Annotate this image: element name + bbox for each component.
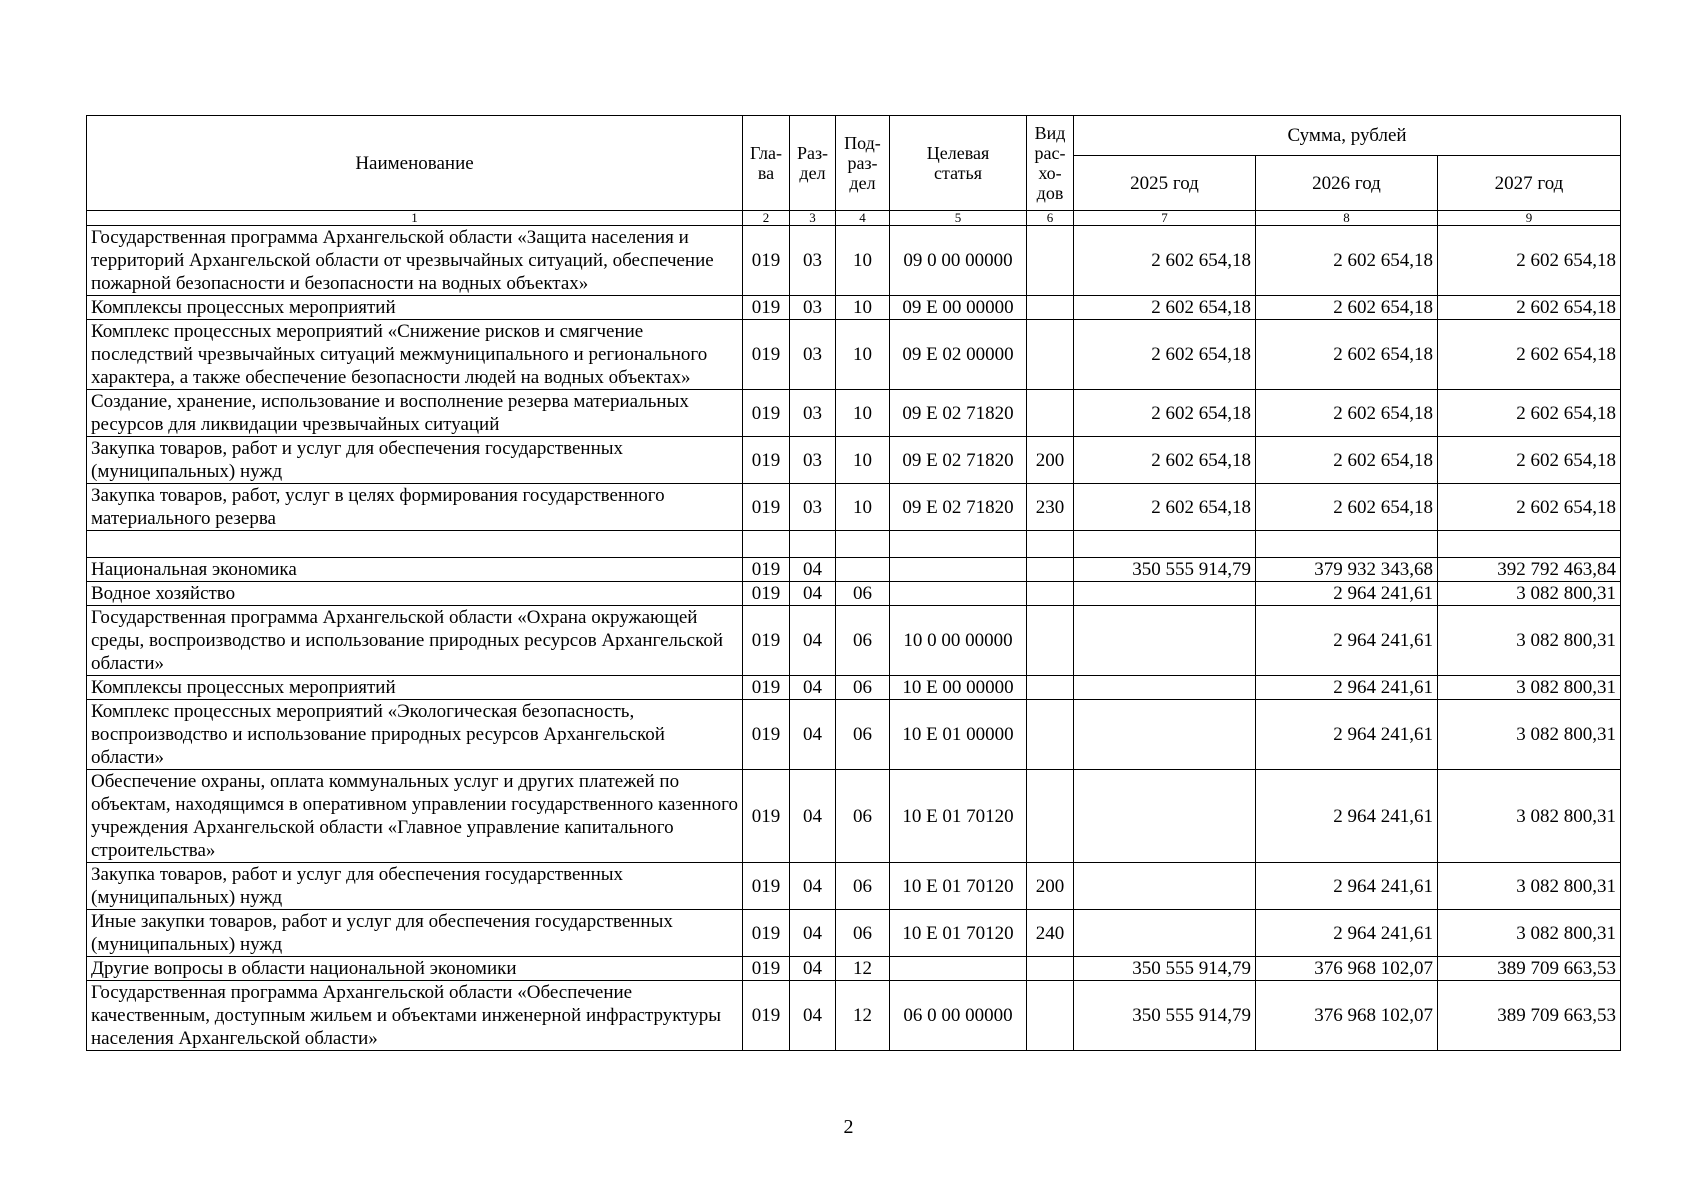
cell-name: Национальная экономика: [87, 558, 743, 582]
column-number: 7: [1074, 211, 1256, 226]
cell-celevaya-statya: 09 0 00 00000: [890, 226, 1027, 296]
cell-glava: 019: [743, 437, 790, 484]
cell-razdel: 03: [790, 320, 836, 390]
table-row: [87, 558, 1621, 582]
cell-sum-2025: 2 602 654,18: [1074, 437, 1256, 484]
cell-razdel: 04: [790, 770, 836, 863]
cell-vid-rashodov: [1027, 606, 1074, 676]
cell-sum-2025: 350 555 914,79: [1074, 981, 1256, 1051]
cell-podrazdel: 06: [836, 700, 890, 770]
cell-vid-rashodov: [1027, 770, 1074, 863]
cell-name: Обеспечение охраны, оплата коммунальных услуг и других платежей по объектам, находящимся в оперативном управлении государственного казенного учреждения Архангельской области «Главное управление капитального строительства»: [87, 770, 743, 863]
cell-name: Иные закупки товаров, работ и услуг для обеспечения государственных (муниципальных) нужд: [87, 910, 743, 957]
column-number: 5: [890, 211, 1027, 226]
cell-podrazdel: 10: [836, 296, 890, 320]
cell-razdel: 04: [790, 863, 836, 910]
cell-celevaya-statya: 06 0 00 00000: [890, 981, 1027, 1051]
table-row: [87, 676, 1621, 700]
cell-name: Комплексы процессных мероприятий: [87, 676, 743, 700]
cell-glava: 019: [743, 910, 790, 957]
cell-celevaya-statya: 10 Е 00 00000: [890, 676, 1027, 700]
cell-vid-rashodov: [1027, 531, 1074, 558]
cell-glava: 019: [743, 226, 790, 296]
cell-name: Закупка товаров, работ и услуг для обеспечения государственных (муниципальных) нужд: [87, 863, 743, 910]
table-row: [87, 320, 1621, 390]
cell-vid-rashodov: 240: [1027, 910, 1074, 957]
cell-vid-rashodov: [1027, 981, 1074, 1051]
cell-celevaya-statya: 09 Е 02 71820: [890, 484, 1027, 531]
header-podrazdel: Под- раз- дел: [836, 116, 890, 211]
table-row: [87, 582, 1621, 606]
cell-razdel: 03: [790, 296, 836, 320]
cell-podrazdel: 06: [836, 582, 890, 606]
cell-glava: 019: [743, 606, 790, 676]
cell-sum-2027: 2 602 654,18: [1438, 437, 1621, 484]
cell-name: Водное хозяйство: [87, 582, 743, 606]
table-row: [87, 390, 1621, 437]
cell-podrazdel: 12: [836, 957, 890, 981]
cell-glava: 019: [743, 484, 790, 531]
cell-razdel: 03: [790, 226, 836, 296]
cell-sum-2026: 2 602 654,18: [1256, 390, 1438, 437]
table-row: [87, 910, 1621, 957]
cell-razdel: 04: [790, 700, 836, 770]
cell-sum-2025: 2 602 654,18: [1074, 226, 1256, 296]
table-row: [87, 863, 1621, 910]
cell-sum-2027: [1438, 531, 1621, 558]
cell-sum-2026: 2 602 654,18: [1256, 437, 1438, 484]
cell-sum-2026: 2 602 654,18: [1256, 226, 1438, 296]
cell-glava: 019: [743, 582, 790, 606]
cell-sum-2025: [1074, 606, 1256, 676]
cell-sum-2027: 3 082 800,31: [1438, 770, 1621, 863]
cell-celevaya-statya: [890, 531, 1027, 558]
cell-sum-2025: [1074, 770, 1256, 863]
cell-sum-2025: [1074, 582, 1256, 606]
table-row: [87, 531, 1621, 558]
cell-celevaya-statya: 09 Е 02 71820: [890, 437, 1027, 484]
cell-sum-2026: [1256, 531, 1438, 558]
header-year-2027: 2027 год: [1438, 156, 1621, 211]
cell-name: Государственная программа Архангельской области «Обеспечение качественным, доступным жильем и объектами инженерной инфраструктуры населения Архангельской области»: [87, 981, 743, 1051]
cell-name: Закупка товаров, работ и услуг для обеспечения государственных (муниципальных) нужд: [87, 437, 743, 484]
cell-name: Государственная программа Архангельской области «Защита населения и территорий Архангельской области от чрезвычайных ситуаций, обеспечение пожарной безопасности и безопасности на водных объектах»: [87, 226, 743, 296]
cell-sum-2027: 2 602 654,18: [1438, 296, 1621, 320]
cell-podrazdel: 12: [836, 981, 890, 1051]
cell-podrazdel: 10: [836, 484, 890, 531]
cell-vid-rashodov: [1027, 957, 1074, 981]
table-row: [87, 484, 1621, 531]
cell-celevaya-statya: 09 Е 02 00000: [890, 320, 1027, 390]
cell-sum-2025: [1074, 910, 1256, 957]
cell-name: Комплексы процессных мероприятий: [87, 296, 743, 320]
cell-celevaya-statya: 09 Е 00 00000: [890, 296, 1027, 320]
cell-podrazdel: 06: [836, 863, 890, 910]
cell-celevaya-statya: [890, 957, 1027, 981]
cell-sum-2027: 392 792 463,84: [1438, 558, 1621, 582]
cell-sum-2025: 350 555 914,79: [1074, 558, 1256, 582]
cell-podrazdel: 10: [836, 320, 890, 390]
cell-glava: 019: [743, 981, 790, 1051]
column-number: 6: [1027, 211, 1074, 226]
cell-name: Другие вопросы в области национальной экономики: [87, 957, 743, 981]
table-row: [87, 606, 1621, 676]
cell-podrazdel: 10: [836, 437, 890, 484]
cell-razdel: 04: [790, 981, 836, 1051]
cell-celevaya-statya: 10 Е 01 00000: [890, 700, 1027, 770]
table-row: [87, 700, 1621, 770]
column-number: 2: [743, 211, 790, 226]
cell-sum-2025: 2 602 654,18: [1074, 484, 1256, 531]
cell-sum-2026: 2 602 654,18: [1256, 320, 1438, 390]
cell-sum-2027: 2 602 654,18: [1438, 390, 1621, 437]
header-razdel: Раз- дел: [790, 116, 836, 211]
cell-sum-2025: 350 555 914,79: [1074, 957, 1256, 981]
cell-podrazdel: 06: [836, 676, 890, 700]
header-celevaya-statya: Целевая статья: [890, 116, 1027, 211]
cell-sum-2026: 2 964 241,61: [1256, 770, 1438, 863]
cell-sum-2026: 2 964 241,61: [1256, 606, 1438, 676]
cell-podrazdel: 10: [836, 390, 890, 437]
cell-glava: 019: [743, 296, 790, 320]
table-row: [87, 770, 1621, 863]
cell-vid-rashodov: [1027, 390, 1074, 437]
cell-sum-2027: 3 082 800,31: [1438, 676, 1621, 700]
column-number: 4: [836, 211, 890, 226]
cell-vid-rashodov: [1027, 582, 1074, 606]
header-year-2026: 2026 год: [1256, 156, 1438, 211]
cell-celevaya-statya: [890, 558, 1027, 582]
cell-sum-2027: 3 082 800,31: [1438, 700, 1621, 770]
cell-sum-2027: 3 082 800,31: [1438, 910, 1621, 957]
cell-razdel: 03: [790, 484, 836, 531]
cell-glava: 019: [743, 700, 790, 770]
cell-podrazdel: 10: [836, 226, 890, 296]
cell-sum-2026: 376 968 102,07: [1256, 981, 1438, 1051]
cell-razdel: 04: [790, 558, 836, 582]
cell-sum-2027: 2 602 654,18: [1438, 320, 1621, 390]
cell-celevaya-statya: 10 Е 01 70120: [890, 863, 1027, 910]
cell-sum-2026: 2 964 241,61: [1256, 582, 1438, 606]
cell-name: Закупка товаров, работ, услуг в целях формирования государственного материального резерва: [87, 484, 743, 531]
cell-celevaya-statya: 10 Е 01 70120: [890, 910, 1027, 957]
column-number: 3: [790, 211, 836, 226]
cell-sum-2026: 379 932 343,68: [1256, 558, 1438, 582]
header-vid-rashodov: Вид рас- хо- дов: [1027, 116, 1074, 211]
cell-glava: 019: [743, 390, 790, 437]
cell-razdel: 04: [790, 606, 836, 676]
cell-sum-2027: 2 602 654,18: [1438, 226, 1621, 296]
cell-celevaya-statya: 10 Е 01 70120: [890, 770, 1027, 863]
cell-name: Комплекс процессных мероприятий «Снижение рисков и смягчение последствий чрезвычайных ситуаций межмуниципального и регионального характера, а также обеспечение безопасности людей на водных объектах»: [87, 320, 743, 390]
page-number: 2: [843, 1116, 854, 1138]
cell-podrazdel: 06: [836, 606, 890, 676]
header-year-2025: 2025 год: [1074, 156, 1256, 211]
cell-vid-rashodov: [1027, 296, 1074, 320]
cell-sum-2027: 3 082 800,31: [1438, 606, 1621, 676]
cell-glava: 019: [743, 770, 790, 863]
cell-sum-2025: [1074, 863, 1256, 910]
cell-name: Создание, хранение, использование и восполнение резерва материальных ресурсов для ликвидации чрезвычайных ситуаций: [87, 390, 743, 437]
cell-sum-2026: 2 964 241,61: [1256, 700, 1438, 770]
cell-glava: 019: [743, 558, 790, 582]
cell-razdel: 04: [790, 582, 836, 606]
cell-razdel: 04: [790, 676, 836, 700]
cell-sum-2026: 376 968 102,07: [1256, 957, 1438, 981]
table-row: [87, 981, 1621, 1051]
cell-glava: [743, 531, 790, 558]
cell-vid-rashodov: 200: [1027, 437, 1074, 484]
cell-podrazdel: 06: [836, 770, 890, 863]
table-row: [87, 957, 1621, 981]
cell-razdel: 04: [790, 957, 836, 981]
cell-sum-2025: 2 602 654,18: [1074, 320, 1256, 390]
cell-sum-2026: 2 602 654,18: [1256, 484, 1438, 531]
table-row: [87, 296, 1621, 320]
cell-razdel: 03: [790, 390, 836, 437]
table-header: [87, 116, 1621, 226]
cell-razdel: 04: [790, 910, 836, 957]
table-row: [87, 437, 1621, 484]
cell-sum-2026: 2 964 241,61: [1256, 676, 1438, 700]
column-number: 1: [87, 211, 743, 226]
cell-sum-2027: 2 602 654,18: [1438, 484, 1621, 531]
cell-sum-2026: 2 964 241,61: [1256, 863, 1438, 910]
cell-name: [87, 531, 743, 558]
cell-sum-2025: 2 602 654,18: [1074, 390, 1256, 437]
cell-sum-2027: 389 709 663,53: [1438, 981, 1621, 1051]
cell-sum-2026: 2 964 241,61: [1256, 910, 1438, 957]
cell-vid-rashodov: [1027, 320, 1074, 390]
cell-razdel: [790, 531, 836, 558]
column-number-row: [87, 211, 1621, 226]
cell-podrazdel: 06: [836, 910, 890, 957]
cell-sum-2027: 3 082 800,31: [1438, 582, 1621, 606]
cell-name: Государственная программа Архангельской области «Охрана окружающей среды, воспроизводство и использование природных ресурсов Архангельской области»: [87, 606, 743, 676]
header-glava: Гла- ва: [743, 116, 790, 211]
table-body: [87, 226, 1621, 1051]
cell-sum-2026: 2 602 654,18: [1256, 296, 1438, 320]
cell-vid-rashodov: [1027, 226, 1074, 296]
cell-vid-rashodov: [1027, 676, 1074, 700]
cell-podrazdel: [836, 531, 890, 558]
cell-vid-rashodov: 200: [1027, 863, 1074, 910]
cell-glava: 019: [743, 863, 790, 910]
cell-sum-2027: 389 709 663,53: [1438, 957, 1621, 981]
column-number: 8: [1256, 211, 1438, 226]
cell-podrazdel: [836, 558, 890, 582]
cell-glava: 019: [743, 320, 790, 390]
budget-table: [86, 115, 1621, 1051]
cell-vid-rashodov: [1027, 700, 1074, 770]
column-number: 9: [1438, 211, 1621, 226]
header-summa: Сумма, рублей: [1074, 116, 1621, 156]
cell-razdel: 03: [790, 437, 836, 484]
header-name: Наименование: [87, 116, 743, 211]
cell-glava: 019: [743, 676, 790, 700]
cell-sum-2025: [1074, 676, 1256, 700]
cell-sum-2025: [1074, 700, 1256, 770]
cell-vid-rashodov: 230: [1027, 484, 1074, 531]
cell-name: Комплекс процессных мероприятий «Экологическая безопасность, воспроизводство и использование природных ресурсов Архангельской области»: [87, 700, 743, 770]
cell-sum-2027: 3 082 800,31: [1438, 863, 1621, 910]
table-row: [87, 226, 1621, 296]
cell-vid-rashodov: [1027, 558, 1074, 582]
cell-celevaya-statya: 09 Е 02 71820: [890, 390, 1027, 437]
cell-celevaya-statya: [890, 582, 1027, 606]
cell-glava: 019: [743, 957, 790, 981]
cell-sum-2025: [1074, 531, 1256, 558]
cell-celevaya-statya: 10 0 00 00000: [890, 606, 1027, 676]
cell-sum-2025: 2 602 654,18: [1074, 296, 1256, 320]
